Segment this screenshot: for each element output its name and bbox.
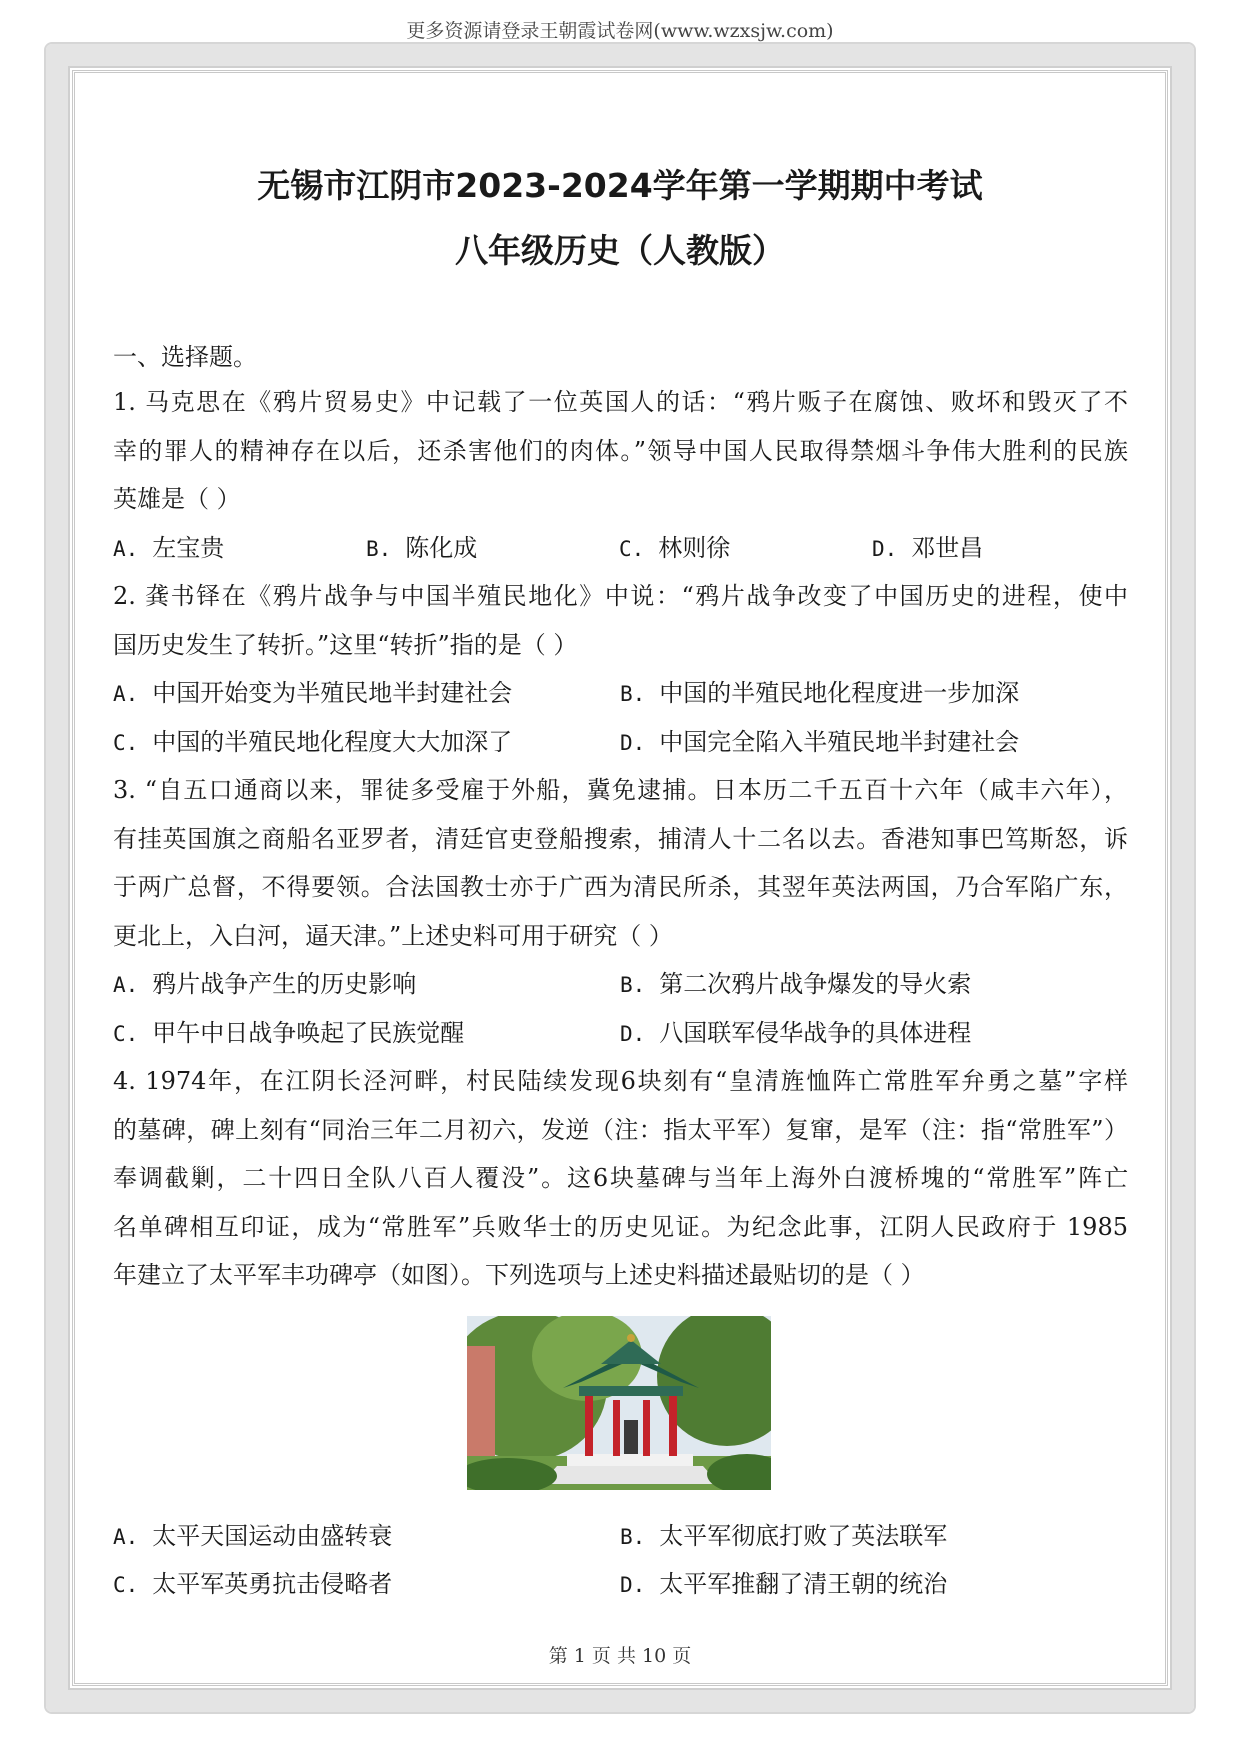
pavilion-photo <box>467 1316 771 1490</box>
option-d[interactable]: D. 八国联军侵华战争的具体进程 <box>620 1018 972 1047</box>
exam-title: 无锡市江阴市2023-2024学年第一学期期中考试 <box>257 166 983 205</box>
page-number: 第 1 页 共 10 页 <box>548 1645 692 1667</box>
option-c[interactable]: C. 林则徐 <box>619 533 731 562</box>
section-heading: 一、选择题。 <box>113 343 257 371</box>
option-a[interactable]: A. 鸦片战争产生的历史影响 <box>113 970 417 998</box>
question-text-line: 奉调截剿，二十四日全队八百人覆没”。这6块墓碑与当年上海外白渡桥塊的“常胜军”阵亡 <box>113 1164 1128 1192</box>
option-b[interactable]: B. 太平军彻底打败了英法联军 <box>620 1521 948 1550</box>
question-text-line: 3. “自五口通商以来，罪徒多受雇于外船，冀免逮捕。日本历二千五百十六年（咸丰六年）， <box>113 776 1128 804</box>
question-text-line: 国历史发生了转折。”这里“转折”指的是（ ） <box>113 630 578 659</box>
option-c[interactable]: C. 甲午中日战争唤起了民族觉醒 <box>113 1018 465 1047</box>
question-text-line: 1. 马克思在《鸦片贸易史》中记载了一位英国人的话：“鸦片贩子在腐蚀、败坏和毁灭了不 <box>113 388 1128 416</box>
exam-content <box>113 336 1128 1609</box>
answer-options <box>113 1512 1128 1561</box>
question-text-line: 年建立了太平军丰功碑亭（如图）。下列选项与上述史料描述最贴切的是（ ） <box>113 1261 925 1289</box>
answer-options <box>113 960 1128 1009</box>
option-b[interactable]: B. 第二次鸦片战争爆发的导火索 <box>620 970 972 998</box>
question-2 <box>113 572 1128 766</box>
question-text-line: 英雄是（ ） <box>113 485 241 513</box>
option-c[interactable]: C. 太平军英勇抗击侵略者 <box>113 1570 393 1598</box>
figure-container <box>113 1300 1128 1512</box>
question-text-line: 幸的罪人的精神存在以后，还杀害他们的肉体。”领导中国人民取得禁烟斗争伟大胜利的民族 <box>113 436 1128 465</box>
answer-options <box>113 718 1128 767</box>
question-text-line: 2. 龚书铎在《鸦片战争与中国半殖民地化》中说：“鸦片战争改变了中国历史的进程，使中 <box>113 582 1128 610</box>
exam-subtitle: 八年级历史（人教版） <box>455 231 785 270</box>
option-c[interactable]: C. 中国的半殖民地化程度大大加深了 <box>113 727 513 756</box>
answer-options <box>113 524 1128 573</box>
question-text-line: 更北上，入白河，逼天津。”上述史料可用于研究（ ） <box>113 921 673 950</box>
question-3 <box>113 766 1128 1057</box>
option-d[interactable]: D. 太平军推翻了清王朝的统治 <box>620 1570 948 1598</box>
option-a[interactable]: A. 左宝贵 <box>113 533 225 562</box>
option-d[interactable]: D. 中国完全陷入半殖民地半封建社会 <box>620 727 1020 756</box>
question-text-line: 4. 1974年，在江阴长泾河畔，村民陆续发现6块刻有“皇清旌恤阵亡常胜军弁勇之墓”字样 <box>113 1067 1128 1095</box>
option-b[interactable]: B. 中国的半殖民地化程度进一步加深 <box>620 679 1020 707</box>
question-4 <box>113 1057 1128 1609</box>
question-text-line: 的墓碑，碑上刻有“同治三年二月初六，发逆（注：指太平军）复窜，是军（注：指“常胜军”） <box>113 1115 1128 1144</box>
question-text-line: 名单碑相互印证，成为“常胜军”兵败华士的历史见证。为纪念此事，江阴人民政府于 1985 <box>113 1212 1128 1241</box>
answer-options <box>113 1009 1128 1058</box>
option-a[interactable]: A. 中国开始变为半殖民地半封建社会 <box>113 679 513 707</box>
question-text-line: 有挂英国旗之商船名亚罗者，清廷官吏登船搜索，捕清人十二名以去。香港知事巴笃斯怒，诉 <box>113 824 1128 853</box>
option-a[interactable]: A. 太平天国运动由盛转衰 <box>113 1521 393 1550</box>
question-text-line: 于两广总督，不得要领。合法国教士亦于广西为清民所杀，其翌年英法两国，乃合军陷广东， <box>113 873 1128 901</box>
answer-options <box>113 1560 1128 1609</box>
option-b[interactable]: B. 陈化成 <box>366 533 478 562</box>
source-header: 更多资源请登录王朝霞试卷网(www.wzxsjw.com) <box>406 20 834 42</box>
answer-options <box>113 669 1128 718</box>
question-1 <box>113 378 1128 572</box>
option-d[interactable]: D. 邓世昌 <box>872 533 984 562</box>
